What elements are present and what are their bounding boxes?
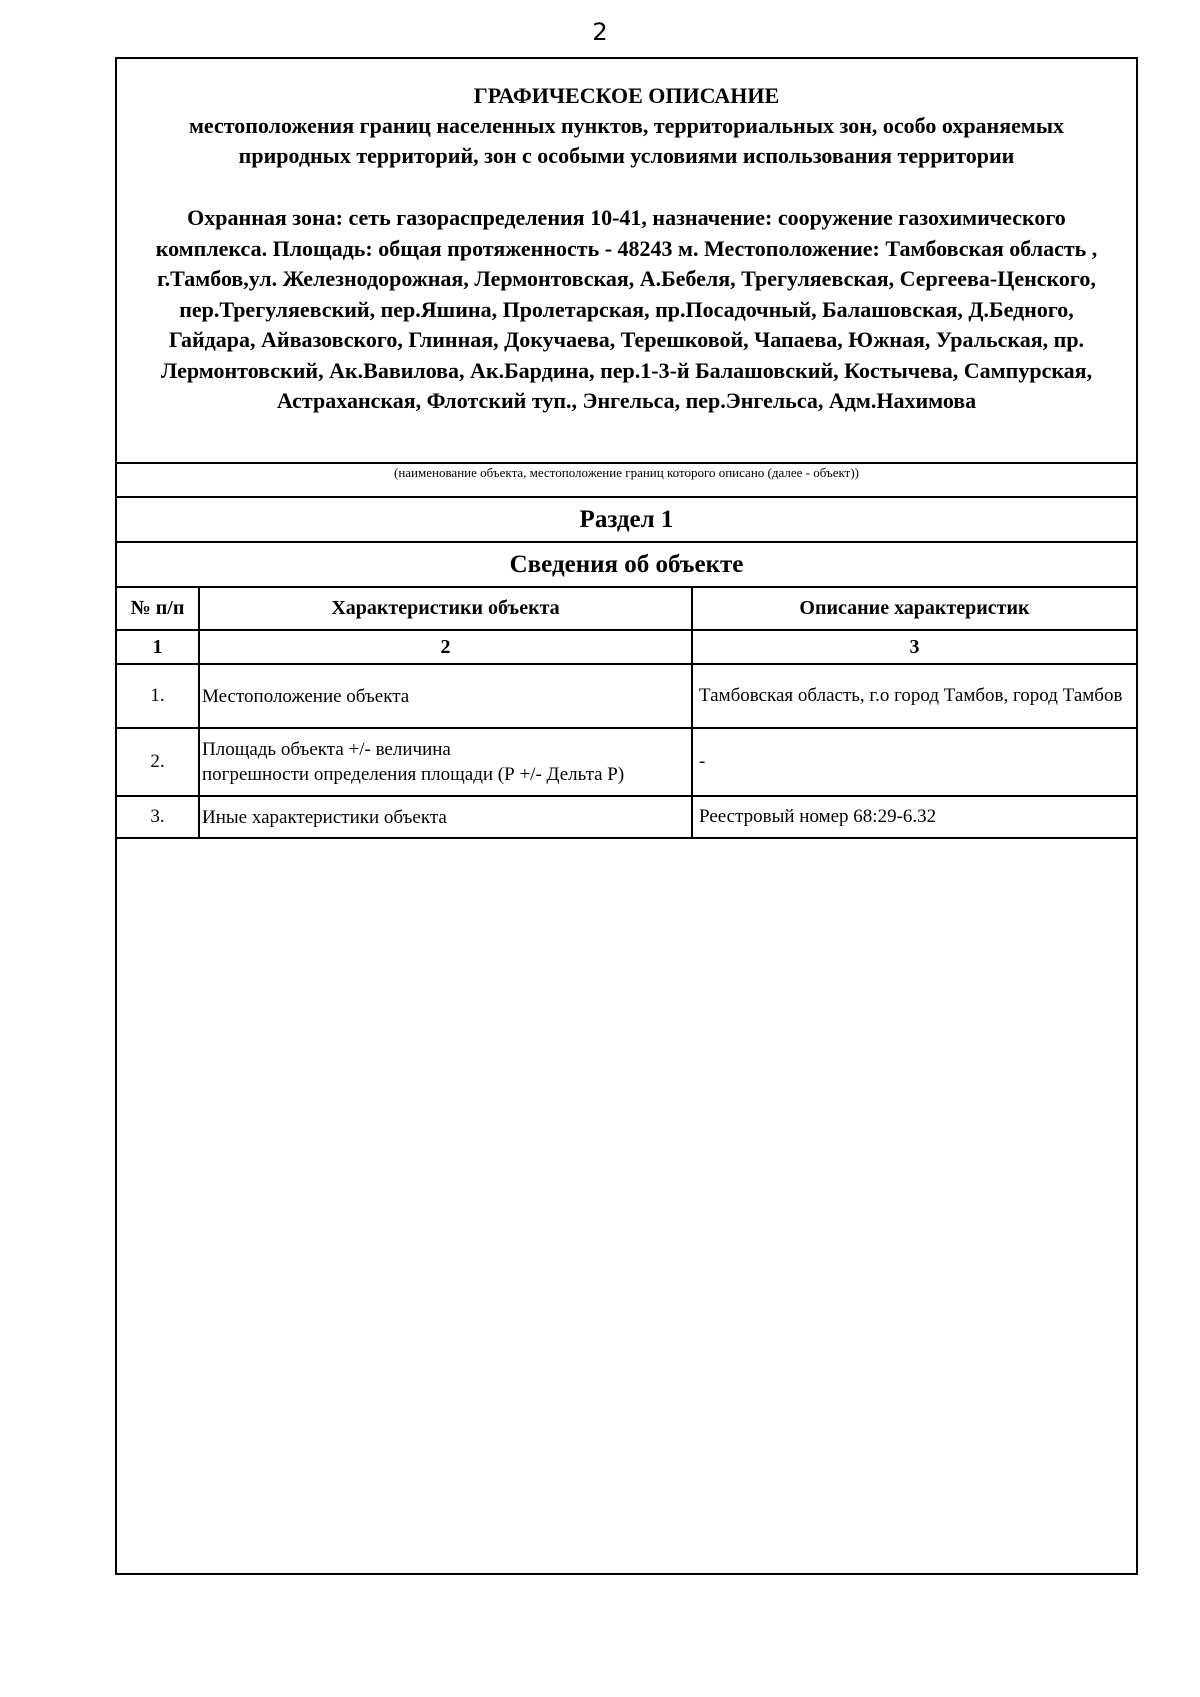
header-description: Описание характеристик xyxy=(692,588,1136,630)
row-number: 3. xyxy=(117,796,199,838)
table-row xyxy=(117,796,1136,838)
section-subtitle: Сведения об объекте xyxy=(117,543,1136,588)
document-frame xyxy=(115,57,1138,1575)
header-number: № п/п xyxy=(117,588,199,630)
row-description: Реестровый номер 68:29-6.32 xyxy=(692,796,1136,838)
row-characteristic xyxy=(199,728,692,796)
page-number: 2 xyxy=(592,18,608,46)
object-description: Охранная зона: сеть газораспределения 10-41, назначение: сооружение газохимического комплекса. Площадь: общая протяженность - 48243 м. Местоположение: Тамбовская область , г.Тамбов,ул. Железнодорожная, Лермонтовская, А.Бебеля, Трегуляевская, Сергеева-Ценского, пер.Трегуляевский, пер.Яшина, Пролетарская, пр.Посадочный, Балашовская, Д.Бедного, Гайдара, Айвазовского, Глинная, Докучаева, Терешковой, Чапаева, Южная, Уральская, пр. Лермонтовский, Ак.Вавилова, Ак.Бардина, пер.1-3-й Балашовский, Костычева, Сампурская, Астраханская, Флотский туп., Энгельса, пер.Энгельса, Адм.Нахимова xyxy=(155,205,1098,413)
row-characteristic-line-1: Площадь объекта +/- величина xyxy=(202,739,451,760)
column-index-2: 2 xyxy=(199,630,692,664)
object-caption: (наименование объекта, местоположение границ которого описано (далее - объект)) xyxy=(394,465,859,480)
document-subtitle-line-2: природных территорий, зон с особыми условиями использования территории xyxy=(238,143,1015,168)
row-description: Тамбовская область, г.о город Тамбов, город Тамбов xyxy=(692,664,1136,728)
header-characteristic: Характеристики объекта xyxy=(199,588,692,630)
object-caption-row xyxy=(117,464,1136,498)
column-index-3: 3 xyxy=(692,630,1136,664)
table-row xyxy=(117,664,1136,728)
row-characteristic: Местоположение объекта xyxy=(199,664,692,728)
table-row xyxy=(117,728,1136,796)
object-info-table xyxy=(117,588,1136,839)
table-column-index-row xyxy=(117,630,1136,664)
document-title: ГРАФИЧЕСКОЕ ОПИСАНИЕ xyxy=(473,83,780,108)
table-header-row xyxy=(117,588,1136,630)
row-characteristic: Иные характеристики объекта xyxy=(199,796,692,838)
section-title: Раздел 1 xyxy=(117,498,1136,543)
document-subtitle-line-1: местоположения границ населенных пунктов, территориальных зон, особо охраняемых xyxy=(188,113,1065,138)
row-number: 1. xyxy=(117,664,199,728)
document-subtitle xyxy=(147,111,1107,171)
row-number: 2. xyxy=(117,728,199,796)
column-index-1: 1 xyxy=(117,630,199,664)
document-header xyxy=(117,59,1136,464)
row-characteristic-line-2: погрешности определения площади (Р +/- Дельта Р) xyxy=(202,764,625,785)
row-description: - xyxy=(692,728,1136,796)
